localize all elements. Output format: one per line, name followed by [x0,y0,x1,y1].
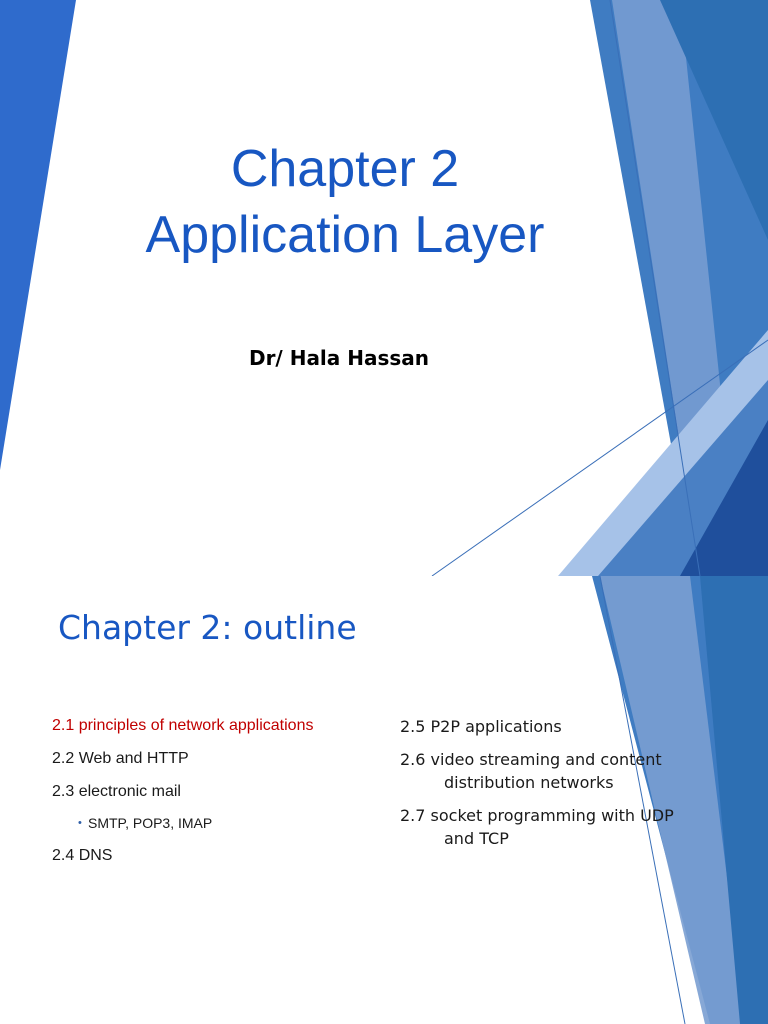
item-2-7-line2: and TCP [444,829,509,848]
outline-slide [0,576,768,1024]
outline-item-2-5 [400,715,710,738]
outline-right-column [400,715,710,860]
outline-item-2-7 [400,804,710,850]
outline-subitem-mail-protocols [78,813,382,833]
item-2-6-line1: 2.6 video streaming and content [400,750,662,769]
subitem-label: SMTP, POP3, IMAP [88,815,213,831]
item-2-7-line1: 2.7 socket programming with UDP [400,806,674,825]
slide-title [0,136,690,268]
outline-title: Chapter 2: outline [58,608,357,647]
outline-left-column [52,716,382,879]
outline-item-2-4: 2.4 DNS [52,847,113,864]
title-line-2: Application Layer [145,206,545,264]
outline-item-2-2: 2.2 Web and HTTP [52,750,189,767]
item-2-6-line2: distribution networks [444,773,614,792]
outline-item-2-3: 2.3 electronic mail [52,783,181,800]
outline-item-2-1: 2.1 principles of network applications [52,717,314,734]
outline-item-2-6 [400,748,710,794]
bullet-icon: • [78,817,82,829]
author-name: Dr/ Hala Hassan [248,346,430,370]
item-2-5-line1: 2.5 P2P applications [400,717,562,736]
title-line-1: Chapter 2 [230,140,460,198]
